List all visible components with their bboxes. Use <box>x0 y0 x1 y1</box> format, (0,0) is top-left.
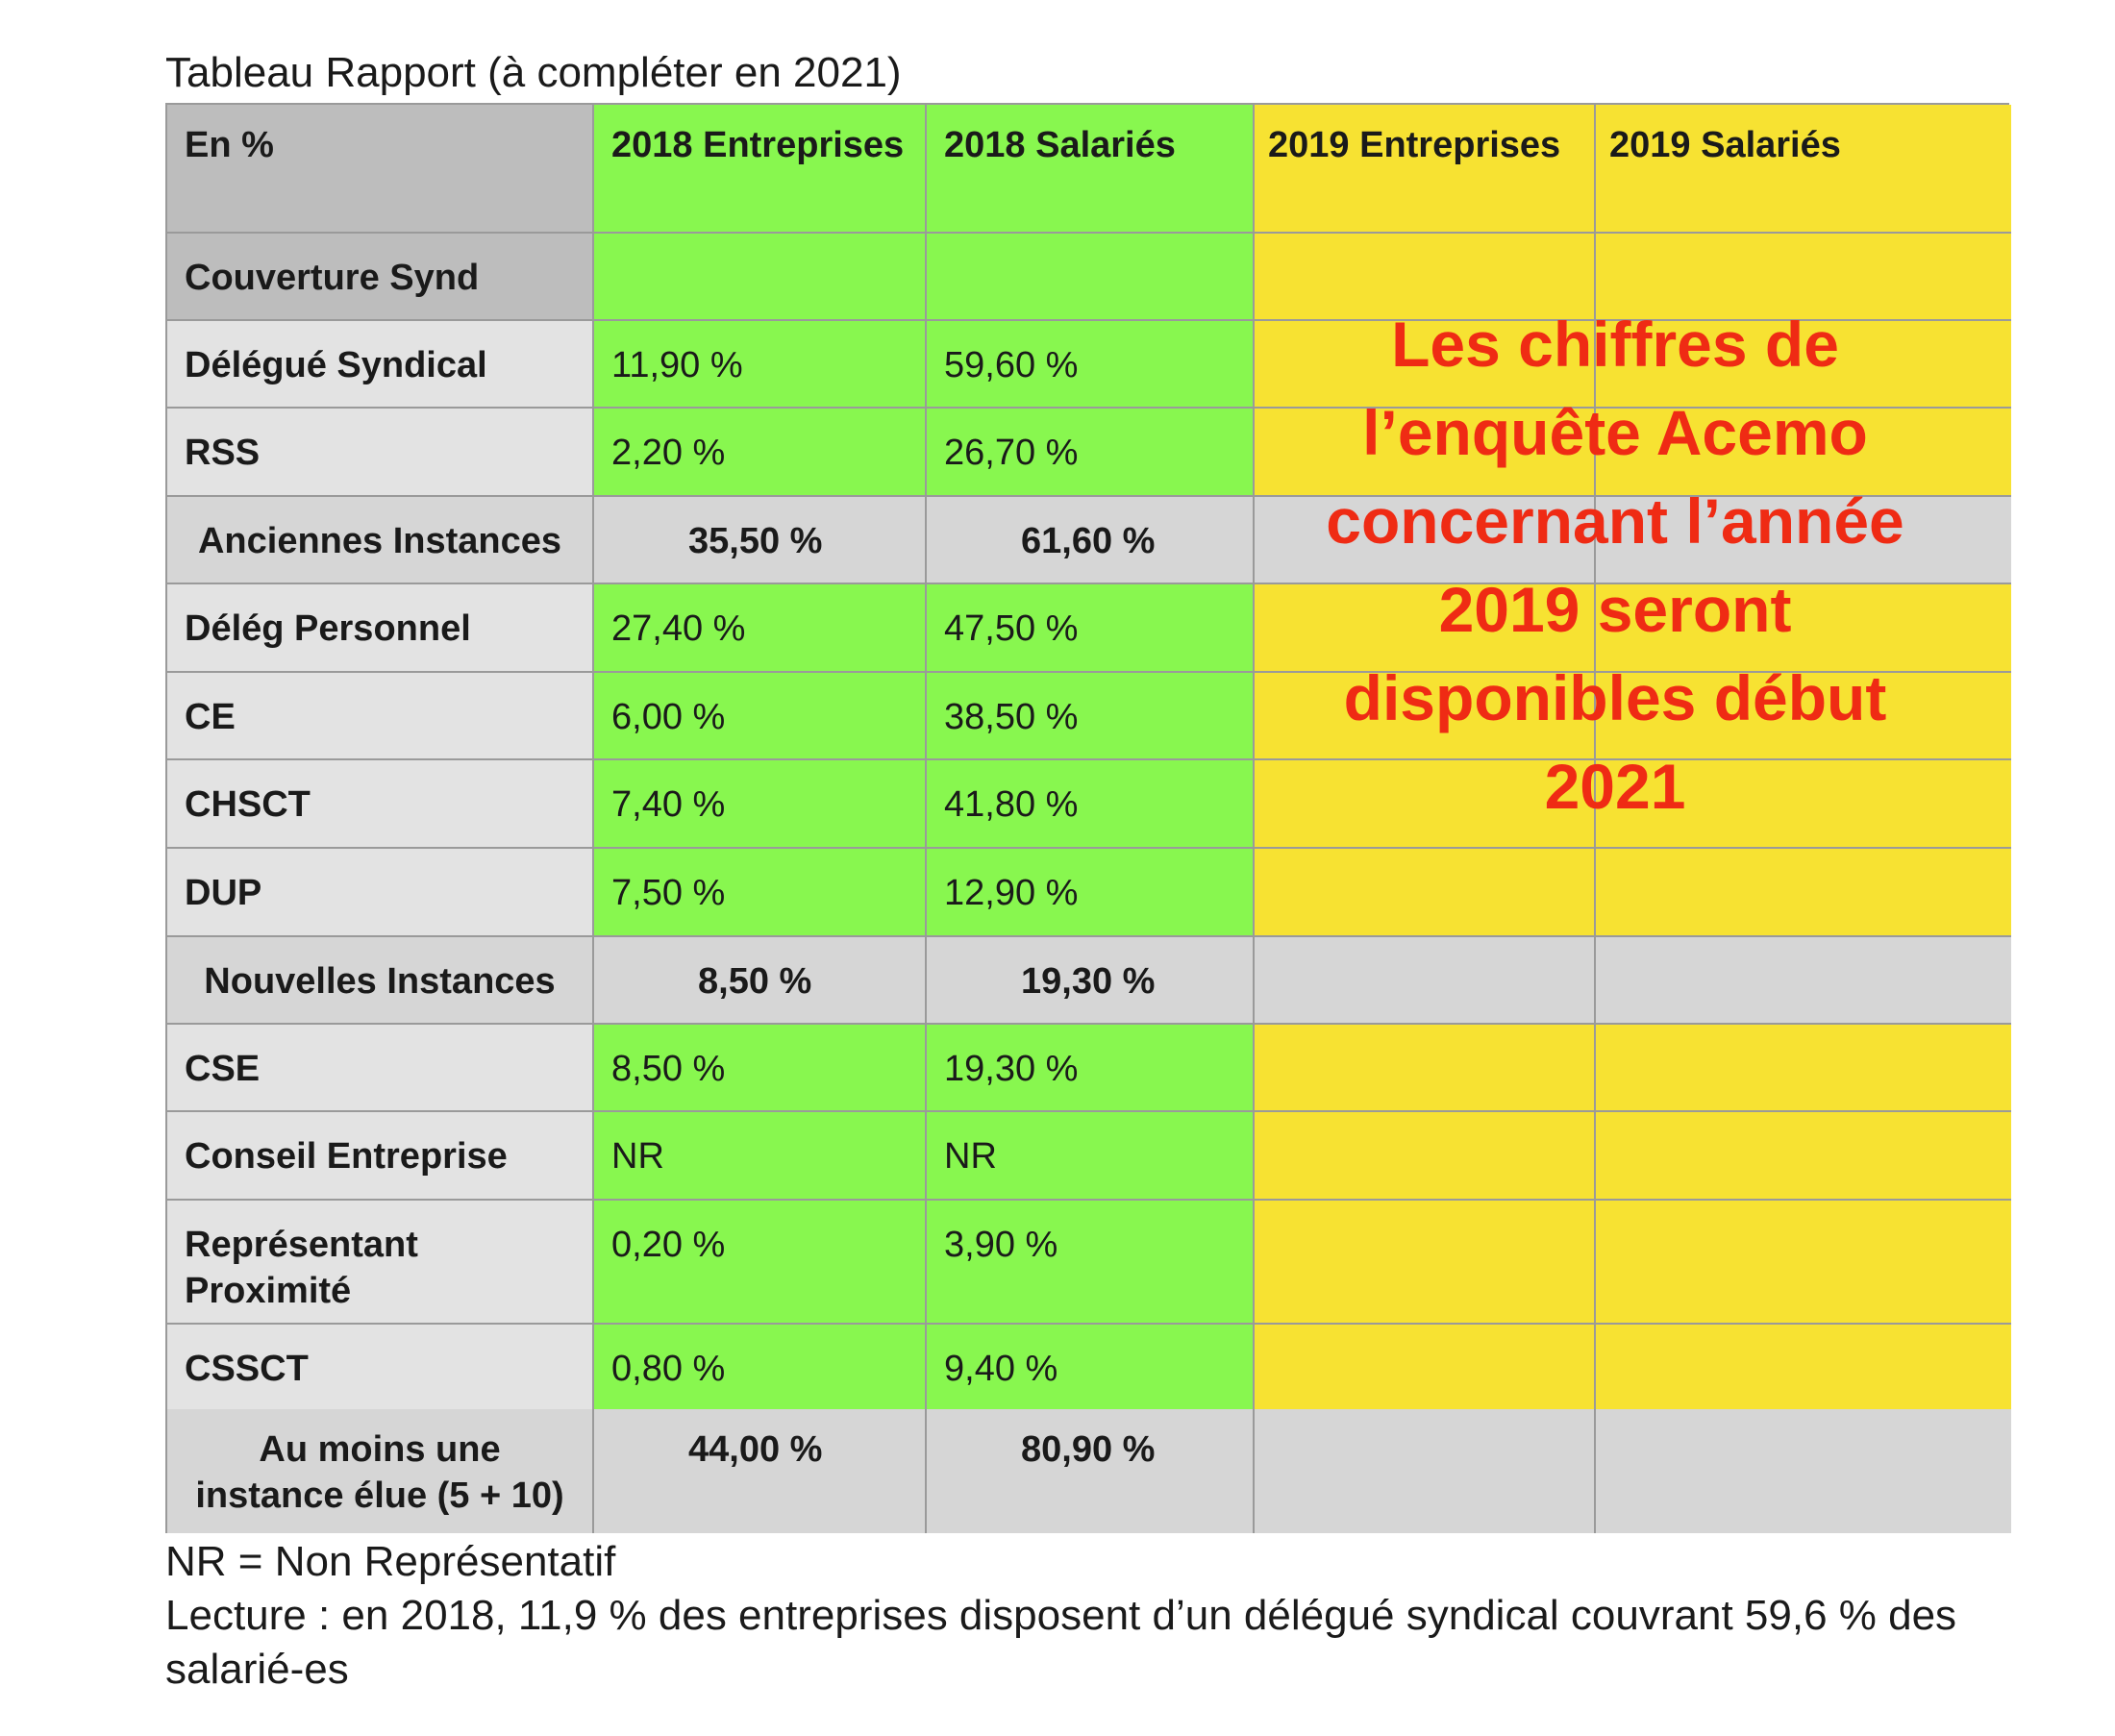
table-cell: NR <box>927 1112 1255 1201</box>
table-cell <box>1596 1325 2011 1412</box>
table-cell: 47,50 % <box>927 584 1255 673</box>
table-cell: NR <box>594 1112 927 1201</box>
header-cell-label: En % <box>167 105 594 234</box>
header-cell-2019-salaries: 2019 Salariés <box>1596 105 2011 234</box>
header-cell-2019-entreprises: 2019 Entreprises <box>1255 105 1596 234</box>
table-cell: 44,00 % <box>594 1409 927 1533</box>
row-label: Couverture Synd <box>167 234 594 321</box>
table-cell <box>1255 1325 1596 1412</box>
table-cell <box>1596 849 2011 937</box>
total-row <box>165 1409 2009 1533</box>
row-label: Nouvelles Instances <box>167 937 594 1025</box>
table-cell: 0,80 % <box>594 1325 927 1412</box>
table-cell: 11,90 % <box>594 321 927 409</box>
row-label: Conseil Entreprise <box>167 1112 594 1201</box>
table-cell: 9,40 % <box>927 1325 1255 1412</box>
table-cell <box>1255 1201 1596 1325</box>
table-cell: 41,80 % <box>927 760 1255 849</box>
row-label: Anciennes Instances <box>167 497 594 584</box>
table-cell <box>1596 1025 2011 1112</box>
table-cell: 19,30 % <box>927 937 1255 1025</box>
table-cell <box>1596 1201 2011 1325</box>
table-cell: 8,50 % <box>594 1025 927 1112</box>
row-label: Représentant Proximité <box>167 1201 594 1325</box>
row-label: Délég Personnel <box>167 584 594 673</box>
header-cell-2018-entreprises: 2018 Entreprises <box>594 105 927 234</box>
header-cell-2018-salaries: 2018 Salariés <box>927 105 1255 234</box>
row-label: CSSCT <box>167 1325 594 1412</box>
table-cell <box>1596 1409 2011 1533</box>
table-cell: 80,90 % <box>927 1409 1255 1533</box>
row-label: RSS <box>167 409 594 497</box>
table-cell: 38,50 % <box>927 673 1255 760</box>
table-cell: 8,50 % <box>594 937 927 1025</box>
row-label: DUP <box>167 849 594 937</box>
table-cell: 2,20 % <box>594 409 927 497</box>
table-cell <box>1255 1112 1596 1201</box>
table-cell <box>1596 1112 2011 1201</box>
table-cell <box>594 234 927 321</box>
row-label: CHSCT <box>167 760 594 849</box>
table-cell <box>1255 937 1596 1025</box>
table-cell <box>927 234 1255 321</box>
row-label: Au moins une instance élue (5 + 10) <box>167 1409 594 1533</box>
table-cell: 3,90 % <box>927 1201 1255 1325</box>
row-label: Délégué Syndical <box>167 321 594 409</box>
footnotes <box>165 1535 2040 1697</box>
table-cell: 7,40 % <box>594 760 927 849</box>
table-cell: 35,50 % <box>594 497 927 584</box>
table-cell <box>1255 1025 1596 1112</box>
footnote-legend: NR = Non Représentatif <box>165 1538 616 1585</box>
table-cell: 7,50 % <box>594 849 927 937</box>
table-cell: 59,60 % <box>927 321 1255 409</box>
table-cell <box>1596 937 2011 1025</box>
table-cell: 61,60 % <box>927 497 1255 584</box>
row-label: CSE <box>167 1025 594 1112</box>
row-label: CE <box>167 673 594 760</box>
table-cell: 26,70 % <box>927 409 1255 497</box>
table-title: Tableau Rapport (à compléter en 2021) <box>165 49 902 96</box>
table-cell: 6,00 % <box>594 673 927 760</box>
table-cell <box>1255 849 1596 937</box>
overlay-note: Les chiffres de l’enquête Acemo concernant l’année 2019 seront disponibles début 2021 <box>1326 309 1904 822</box>
table-cell: 0,20 % <box>594 1201 927 1325</box>
footnote-reading: Lecture : en 2018, 11,9 % des entreprises disposent d’un délégué syndical couvrant 59,6 % des salarié-es <box>165 1592 1957 1693</box>
table-cell: 27,40 % <box>594 584 927 673</box>
table-cell: 12,90 % <box>927 849 1255 937</box>
table-cell: 19,30 % <box>927 1025 1255 1112</box>
table-cell <box>1255 1409 1596 1533</box>
